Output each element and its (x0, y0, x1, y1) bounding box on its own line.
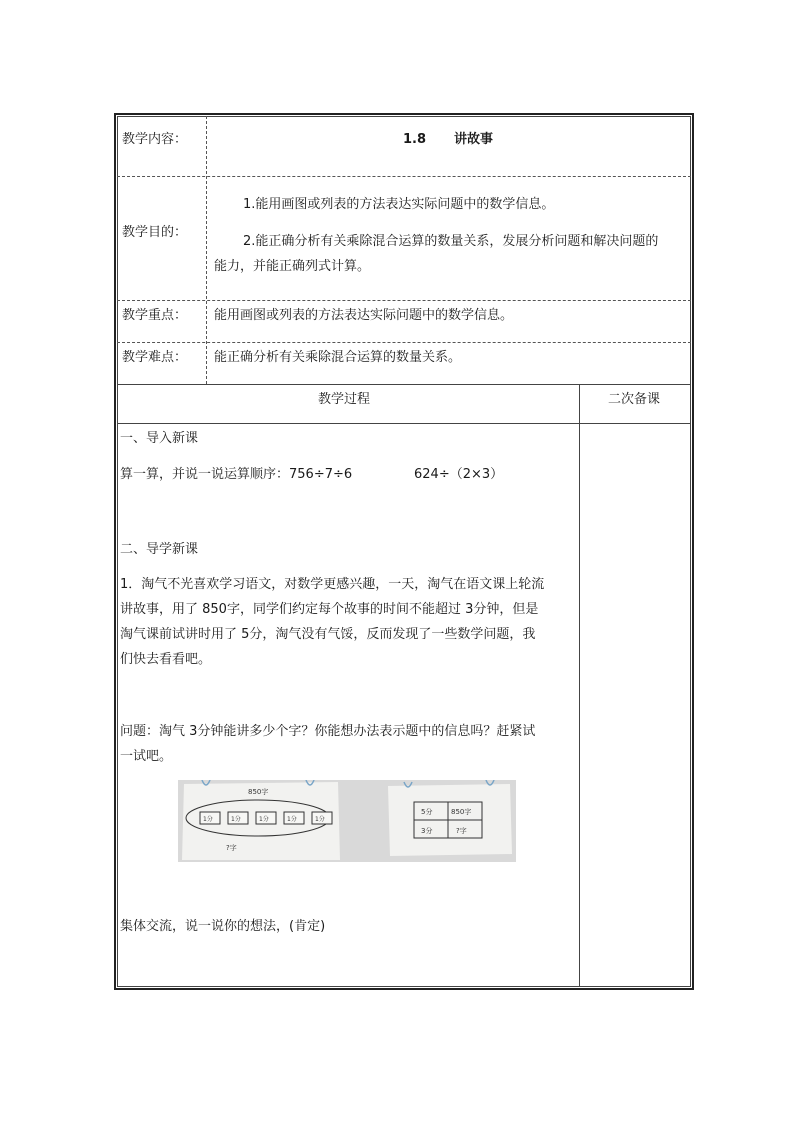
calc-second: 624÷（2×3） (414, 467, 504, 482)
second-prep-header: 二次备课 (608, 392, 661, 407)
story-line-3: 淘气课前试讲时用了 5分，淘气没有气馁，反而发现了一些数学问题，我 (120, 627, 536, 642)
table-cell-r2c2: ?字 (456, 827, 467, 835)
objective-1: 1.能用画图或列表的方法表达实际问题中的数学信息。 (243, 197, 555, 212)
diagram-total-label: 850字 (248, 788, 269, 796)
lesson-title: 讲故事 (454, 132, 494, 147)
difficulty-label: 教学难点： (122, 350, 188, 365)
objective-2-line1: 2.能正确分析有关乘除混合运算的数量关系，发展分析问题和解决问题的 (243, 234, 659, 249)
row-divider-4 (117, 384, 691, 385)
unit-label-5: 1分 (315, 816, 325, 823)
figure-photo (178, 780, 516, 862)
unit-label-3: 1分 (259, 816, 269, 823)
question-line-1: 问题：淘气 3分钟能讲多少个字？你能想办法表示题中的信息吗？赶紧试 (120, 724, 536, 739)
row-divider-5 (117, 423, 691, 424)
lesson-number: 1.8 (403, 132, 427, 147)
story-line-4: 们快去看看吧。 (120, 652, 212, 667)
row-divider-1 (117, 176, 691, 177)
label-column-divider (206, 116, 207, 384)
section1-title: 一、导入新课 (120, 431, 199, 446)
key-point-text: 能用画图或列表的方法表达实际问题中的数学信息。 (214, 308, 514, 323)
difficulty-text: 能正确分析有关乘除混合运算的数量关系。 (214, 350, 462, 365)
calc-prompt: 算一算，并说一说运算顺序：756÷7÷6 (120, 467, 353, 482)
objectives-label: 教学目的： (122, 225, 188, 240)
figure-illustration (178, 780, 516, 862)
process-header: 教学过程 (318, 392, 371, 407)
unit-label-4: 1分 (287, 816, 297, 823)
clip-right-2 (486, 780, 494, 785)
diagram-unknown-label: ?字 (226, 844, 237, 852)
story-line-2: 讲故事，用了 850字，同学们约定每个故事的时间不能超过 3分钟，但是 (120, 602, 539, 617)
content-label: 教学内容： (122, 132, 188, 147)
table-cell-r1c2: 850字 (451, 808, 472, 816)
table-cell-r1c1: 5分 (421, 808, 433, 816)
group-exchange: 集体交流，说一说你的想法，(肯定) (120, 919, 326, 934)
prep-column-divider (579, 384, 580, 987)
question-line-2: 一试吧。 (120, 749, 173, 764)
section2-title: 二、导学新课 (120, 542, 199, 557)
row-divider-3 (117, 342, 691, 343)
unit-label-2: 1分 (231, 816, 241, 823)
story-line-1: 1．淘气不光喜欢学习语文，对数学更感兴趣，一天，淘气在语文课上轮流 (120, 577, 545, 592)
objective-2-line2: 能力，并能正确列式计算。 (214, 259, 371, 274)
key-point-label: 教学重点： (122, 308, 188, 323)
row-divider-2 (117, 300, 691, 301)
table-cell-r2c1: 3分 (421, 827, 433, 835)
unit-label-1: 1分 (203, 816, 213, 823)
